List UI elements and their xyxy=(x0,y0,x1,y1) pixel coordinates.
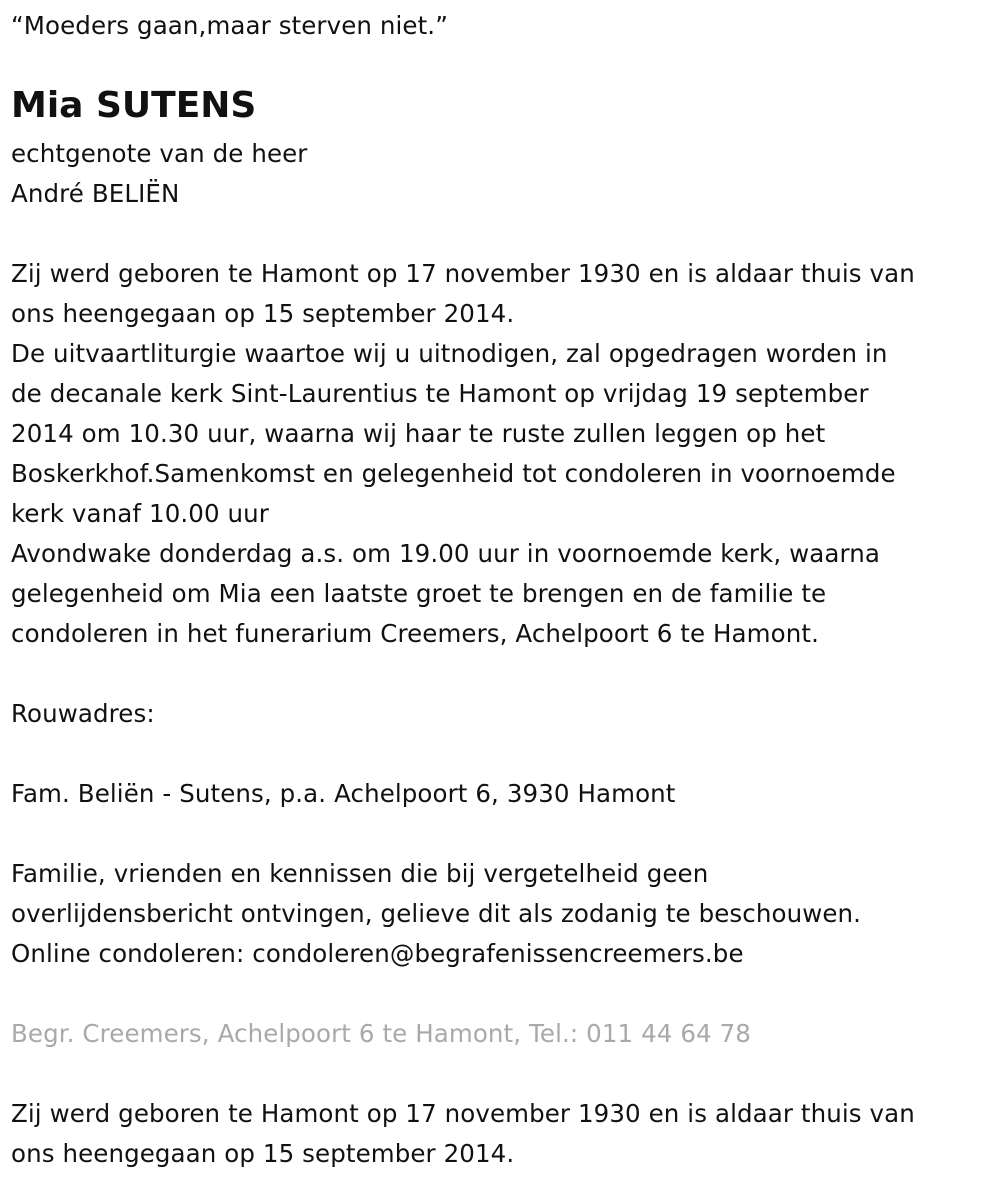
body-line: Avondwake donderdag a.s. om 19.00 uur in voornoemde kerk, waarna xyxy=(11,539,880,568)
funeral-home-contact: Begr. Creemers, Achelpoort 6 te Hamont, Tel.: 011 44 64 78 xyxy=(11,1019,751,1048)
spouse-line-1: echtgenote van de heer xyxy=(11,139,308,168)
repeat-line: ons heengegaan op 15 september 2014. xyxy=(11,1139,515,1168)
body-line: De uitvaartliturgie waartoe wij u uitnodigen, zal opgedragen worden in xyxy=(11,339,888,368)
repeated-birth-death-text xyxy=(11,1094,915,1174)
body-line: condoleren in het funerarium Creemers, Achelpoort 6 te Hamont. xyxy=(11,619,819,648)
family-notice xyxy=(11,854,861,974)
funeral-home-footer xyxy=(11,1014,751,1054)
body-line: kerk vanaf 10.00 uur xyxy=(11,499,269,528)
body-line: de decanale kerk Sint-Laurentius te Hamont op vrijdag 19 september xyxy=(11,379,869,408)
deceased-name: Mia SUTENS xyxy=(11,85,257,126)
notice-line: Familie, vrienden en kennissen die bij vergetelheid geen xyxy=(11,859,709,888)
repeat-line: Zij werd geboren te Hamont op 17 november 1930 en is aldaar thuis van xyxy=(11,1099,915,1128)
body-line: 2014 om 10.30 uur, waarna wij haar te ruste zullen leggen op het xyxy=(11,419,826,448)
spouse-info xyxy=(11,134,307,214)
body-line: ons heengegaan op 15 september 2014. xyxy=(11,299,515,328)
body-line: gelegenheid om Mia een laatste groet te brengen en de familie te xyxy=(11,579,827,608)
rouwadres-label: Rouwadres: xyxy=(11,699,155,728)
opening-quote: “Moeders gaan,maar sterven niet.” xyxy=(11,11,448,40)
online-condolence-line: Online condoleren: condoleren@begrafenissencreemers.be xyxy=(11,939,744,968)
body-line: Zij werd geboren te Hamont op 17 november 1930 en is aldaar thuis van xyxy=(11,259,915,288)
obituary-body xyxy=(11,254,915,654)
address-line: Fam. Beliën - Sutens, p.a. Achelpoort 6, 3930 Hamont xyxy=(11,779,676,808)
rouwadres-section xyxy=(11,694,155,734)
notice-line: overlijdensbericht ontvingen, gelieve dit als zodanig te beschouwen. xyxy=(11,899,862,928)
mourning-address xyxy=(11,774,676,814)
body-line: Boskerkhof.Samenkomst en gelegenheid tot condoleren in voornoemde xyxy=(11,459,896,488)
spouse-line-2: André BELIËN xyxy=(11,179,180,208)
